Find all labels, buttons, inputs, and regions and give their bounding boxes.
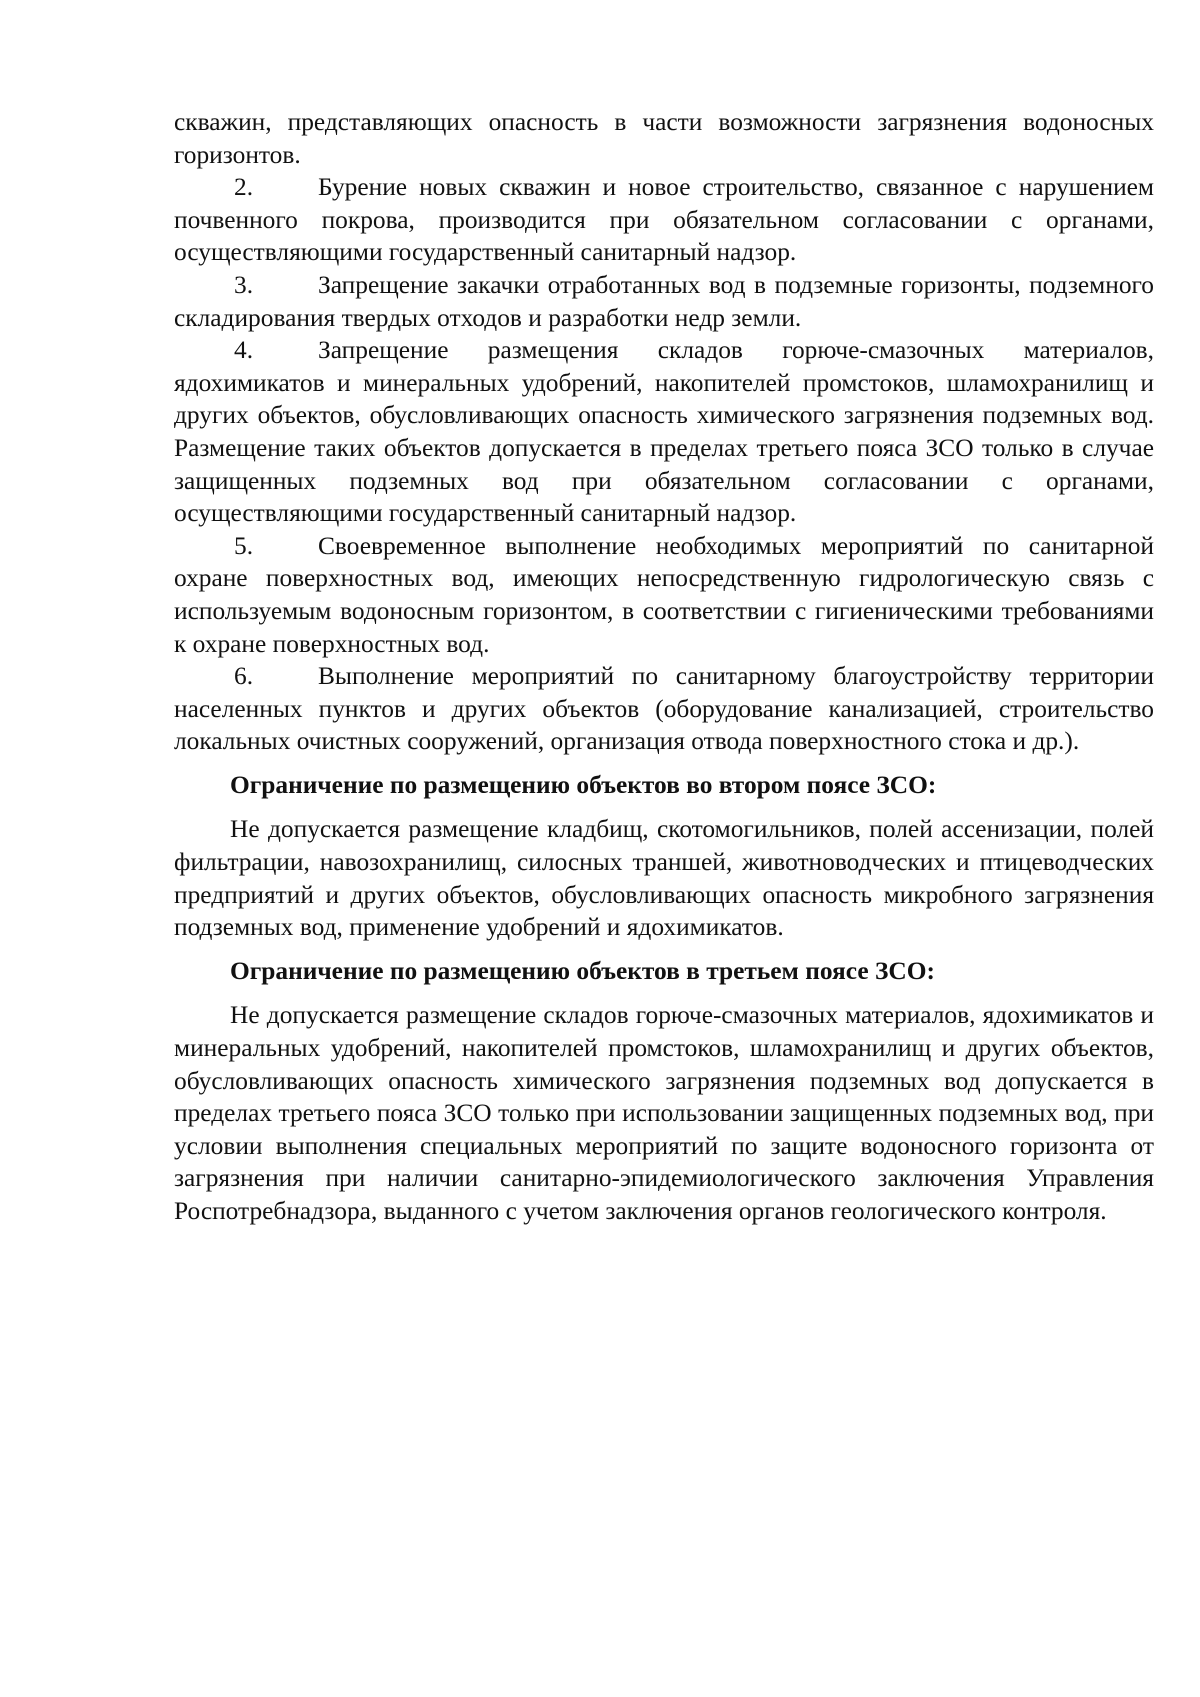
list-item-text: Запрещение закачки отработанных вод в подземные горизонты, подземного складирования твердых отходов и разработки недр земли. (174, 270, 1154, 332)
list-item-number: 6. (234, 662, 254, 691)
list-item-text: Своевременное выполнение необходимых мероприятий по санитарной охране поверхностных вод, имеющих непосредственную гидрологическую связь с используемым водоносным горизонтом, в соответствии с гигиеническими требованиями к охране поверхностных вод. (174, 531, 1154, 658)
list-item-number: 4. (234, 336, 254, 365)
list-item-number: 2. (234, 173, 254, 202)
list-item-5 (174, 530, 1154, 660)
list-item-number: 3. (234, 270, 254, 299)
list-item-text: Выполнение мероприятий по санитарному благоустройству территории населенных пунктов и других объектов (оборудование канализацией, строительство локальных очистных сооружений, организация отвода поверхностного стока и др.). (174, 662, 1154, 756)
list-item-number: 5. (234, 531, 254, 560)
list-item-6 (174, 660, 1154, 758)
list-item-text: Бурение новых скважин и новое строительство, связанное с нарушением почвенного покрова, производится при обязательном согласовании с органами, осуществляющими государственный санитарный надзор. (174, 173, 1154, 267)
continuation-paragraph: скважин, представляющих опасность в части возможности загрязнения водоносных горизонтов. (174, 108, 1154, 169)
list-item-text: Запрещение размещения складов горюче-смазочных материалов, ядохимикатов и минеральных удобрений, накопителей промстоков, шламохранилищ и других объектов, обусловливающих опасность химического загрязнения подземных вод. Размещение таких объектов допускается в пределах третьего пояса ЗСО только в случае защищенных подземных вод при обязательном согласовании с органами, осуществляющими государственный санитарный надзор. (174, 336, 1154, 528)
list-item-4 (174, 334, 1154, 530)
section-paragraph-second-zone: Не допускается размещение кладбищ, скотомогильников, полей ассенизации, полей фильтрации, навозохранилищ, силосных траншей, животноводческих и птицеводческих предприятий и других объектов, обусловливающих опасность микробного загрязнения подземных вод, применение удобрений и ядохимикатов. (174, 815, 1154, 942)
section-heading-second-zone: Ограничение по размещению объектов во втором поясе ЗСО: (230, 770, 937, 799)
list-item-3 (174, 269, 1154, 334)
section-heading-third-zone: Ограничение по размещению объектов в третьем поясе ЗСО: (230, 956, 935, 985)
list-item-2 (174, 171, 1154, 269)
document-page (174, 106, 1154, 1228)
section-paragraph-third-zone: Не допускается размещение складов горюче-смазочных материалов, ядохимикатов и минеральных удобрений, накопителей промстоков, шламохранилищ и других объектов, обусловливающих опасность химического загрязнения подземных вод допускается в пределах третьего пояса ЗСО только при использовании защищенных подземных вод, при условии выполнения специальных мероприятий по защите водоносного горизонта от загрязнения при наличии санитарно-эпидемиологического заключения Управления Роспотребнадзора, выданного с учетом заключения органов геологического контроля. (174, 1001, 1154, 1225)
